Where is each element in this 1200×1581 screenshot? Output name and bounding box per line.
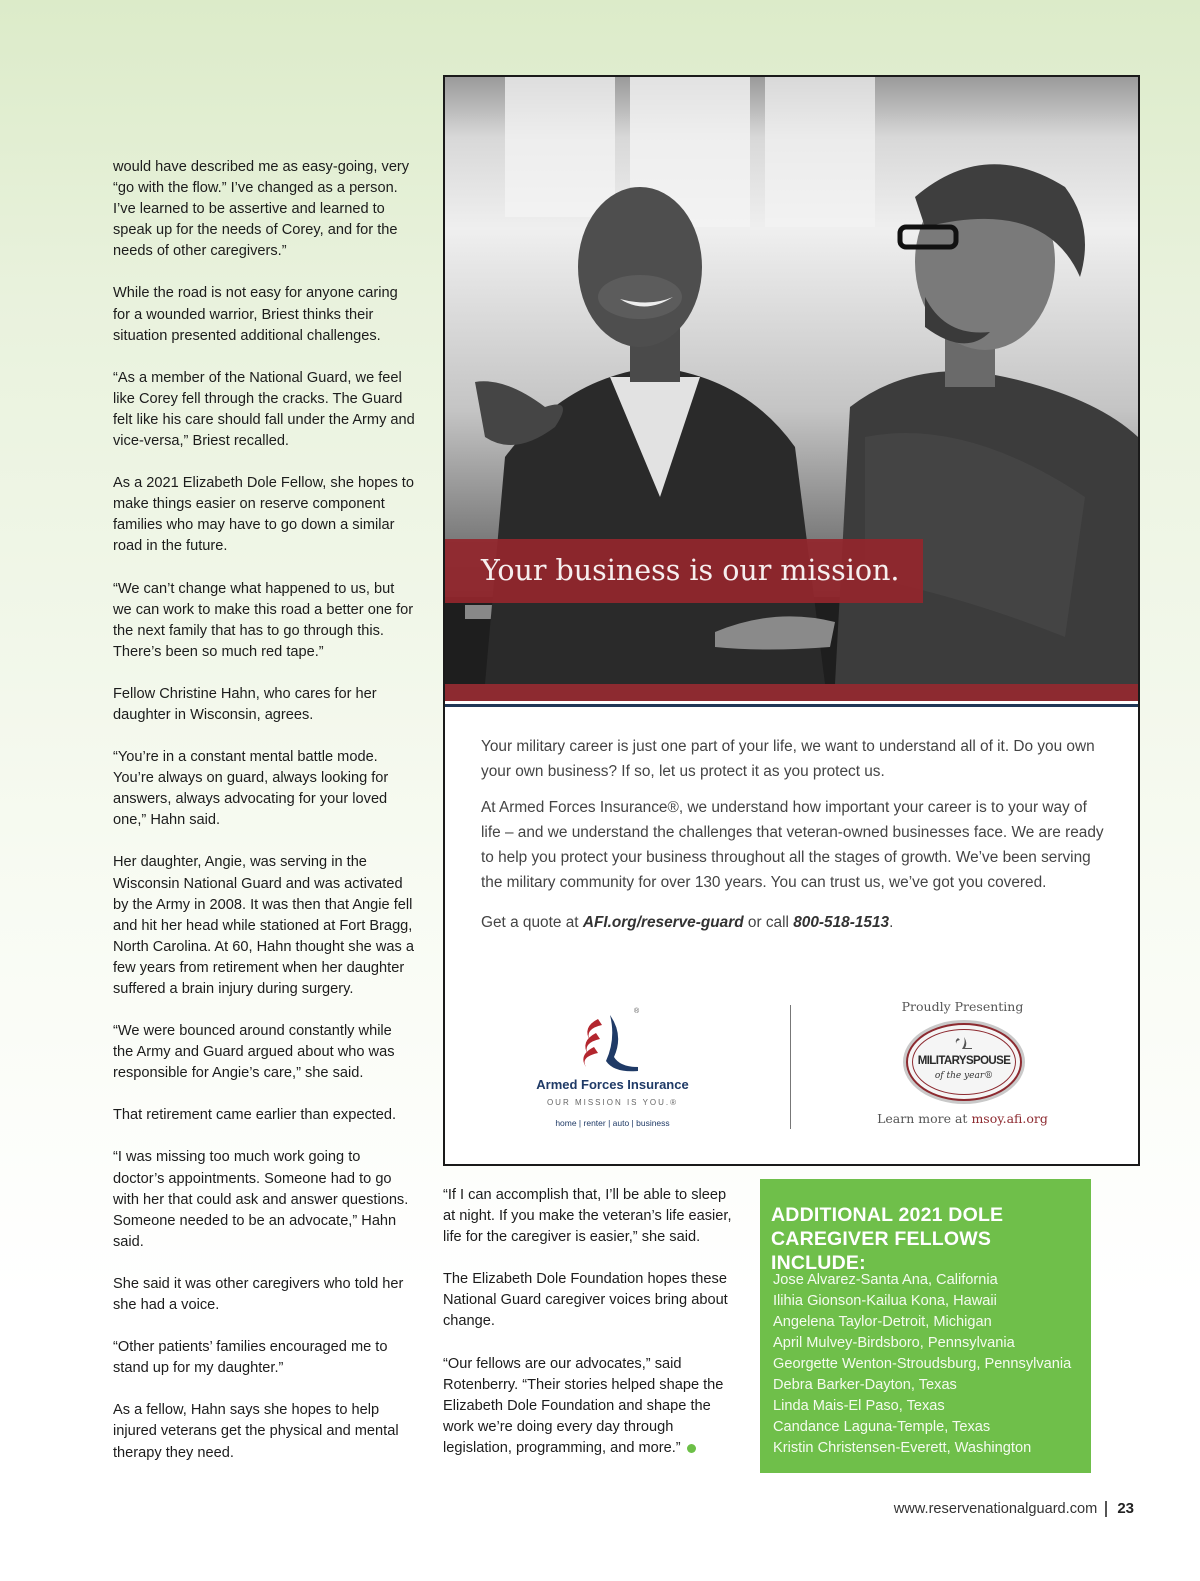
afi-logo-icon [580,1005,640,1073]
page-footer [894,1500,1134,1517]
ad-banner: Your business is our mission. [445,539,923,603]
fellows-list [773,1270,1088,1459]
ad-photo [445,77,1138,684]
afi-product-links: home | renter | auto | business [555,1118,670,1128]
ad-red-bar [445,684,1138,701]
ad-divider [790,1005,791,1129]
msoy-subtitle: of the year® [934,1071,994,1081]
article-paragraph-last [443,1354,735,1459]
msoy-learn-more [845,1111,1080,1126]
list-item: Linda Mais-El Paso, Texas [773,1398,945,1414]
afi-mini-logo-icon [954,1035,974,1051]
article-paragraph: “As a member of the National Guard, we feel like Corey fell through the cracks. The Guard felt like his care should fall under the Army and vice-versa,” Briest recalled. [113,369,415,450]
quote-end: . [889,913,894,931]
end-of-article-dot-icon [687,1444,696,1453]
advertisement [443,75,1140,1166]
article-left-column [113,157,415,1485]
afi-tagline: OUR MISSION IS YOU.® [546,1098,679,1107]
fellows-sidebar-box [760,1179,1091,1473]
article-paragraph: Fellow Christine Hahn, who cares for her daughter in Wisconsin, agrees. [113,685,377,723]
list-item: Jose Alvarez-Santa Ana, California [773,1272,998,1288]
quote-prefix: Get a quote at [481,913,583,931]
msoy-url-link[interactable]: msoy.afi.org [971,1111,1048,1126]
article-paragraph: “I was missing too much work going to doctor’s appointments. Someone had to go with her that could ask and answer questions. Someone needed to be an advocate,” Hahn said. [113,1149,409,1250]
afi-name: Armed Forces Insurance [536,1077,689,1092]
article-paragraph: “You’re in a constant mental battle mode. You’re always on guard, always looking for answers, always advocating for your loved one,” Hahn said. [113,749,389,829]
article-paragraph: “We can’t change what happened to us, but we can work to make this road a better one for the next family that has to go through this. There’s been so much red tape.” [113,580,414,660]
quote-url-link[interactable]: AFI.org/reserve-guard [582,913,744,931]
msoy-badge [906,1023,1022,1101]
ad-body [481,734,1109,945]
article-paragraph: That retirement came earlier than expected. [113,1107,397,1124]
article-paragraph: The Elizabeth Dole Foundation hopes these National Guard caregiver voices bring about change. [443,1271,728,1330]
quote-phone-link[interactable]: 800-518-1513 [793,913,890,931]
quote-mid: or call [743,913,794,931]
list-item: Debra Barker-Dayton, Texas [773,1377,957,1393]
list-item: April Mulvey-Birdsboro, Pennsylvania [773,1335,1015,1351]
page-number: 23 [1117,1500,1134,1517]
list-item: Candance Laguna-Temple, Texas [773,1419,991,1435]
ad-paragraph: Your military career is just one part of your life, we want to understand all of it. Do you own your own business? If so, let us protect it as you protect us. [481,738,1095,781]
svg-text:®: ® [634,1008,640,1015]
list-item: Kristin Christensen-Everett, Washington [773,1440,1032,1456]
article-paragraph: Her daughter, Angie, was serving in the Wisconsin National Guard and was activated by the Army in 2008. It was then that Angie fell and hit her head while stationed at Fort Bragg, North Carolina. At 60, Hahn thought she was a few years from retirement when her daughter suffered a brain injury during surgery. [113,854,414,997]
ad-paragraph: At Armed Forces Insurance®, we understand how important your career is to your way of life – and we understand the challenges that veteran-owned businesses face. We are ready to help you protect your business throughout all the stages of growth. We’ve been serving the military community for over 130 years. You can trust us, we’ve got you covered. [481,798,1104,892]
article-paragraph: “Other patients’ families encouraged me to stand up for my daughter.” [113,1339,388,1377]
article-paragraph: would have described me as easy-going, very “go with the flow.” I’ve changed as a person. I’ve learned to be assertive and learned to speak up for the needs of Corey, and for the needs of other caregivers.” [113,159,410,260]
footer-separator [1105,1501,1107,1517]
list-item: Ilihia Gionson-Kailua Kona, Hawaii [773,1293,997,1309]
footer-website-link[interactable]: www.reservenationalguard.com [893,1501,1098,1517]
article-paragraph-text: “Our fellows are our advocates,” said Rotenberry. “Their stories helped shape the Elizabeth Dole Foundation and shape the work we’re doing every day through legislation, programming, and more.” [443,1355,724,1456]
learn-more-prefix: Learn more at [877,1111,972,1126]
ad-quote-line [481,910,1109,935]
fellows-heading: ADDITIONAL 2021 DOLE CAREGIVER FELLOWS INCLUDE: [771,1204,1004,1274]
list-item: Angelena Taylor-Detroit, Michigan [773,1314,992,1330]
article-paragraph: As a fellow, Hahn says she hopes to help injured veterans get the physical and mental therapy they need. [113,1402,399,1461]
article-paragraph: She said it was other caregivers who told her she had a voice. [113,1275,404,1314]
msoy-presenting: Proudly Presenting [901,999,1024,1014]
ad-navy-line [445,704,1138,707]
article-paragraph: While the road is not easy for anyone caring for a wounded warrior, Briest thinks their situation presented additional challenges. [113,285,398,344]
article-paragraph: As a 2021 Elizabeth Dole Fellow, she hopes to make things easier on reserve component families who may have to go down a similar road in the future. [113,475,414,555]
msoy-title: MILITARYSPOUSE [917,1055,1011,1067]
article-paragraph: “If I can accomplish that, I’ll be able to sleep at night. If you make the veteran’s life easier, life for the caregiver is easier,” she said. [443,1187,732,1246]
list-item: Georgette Wenton-Stroudsburg, Pennsylvania [773,1356,1072,1372]
article-paragraph: “We were bounced around constantly while the Army and Guard argued about who was responsible for Angie’s care,” she said. [113,1023,395,1082]
article-middle-column [443,1185,735,1480]
